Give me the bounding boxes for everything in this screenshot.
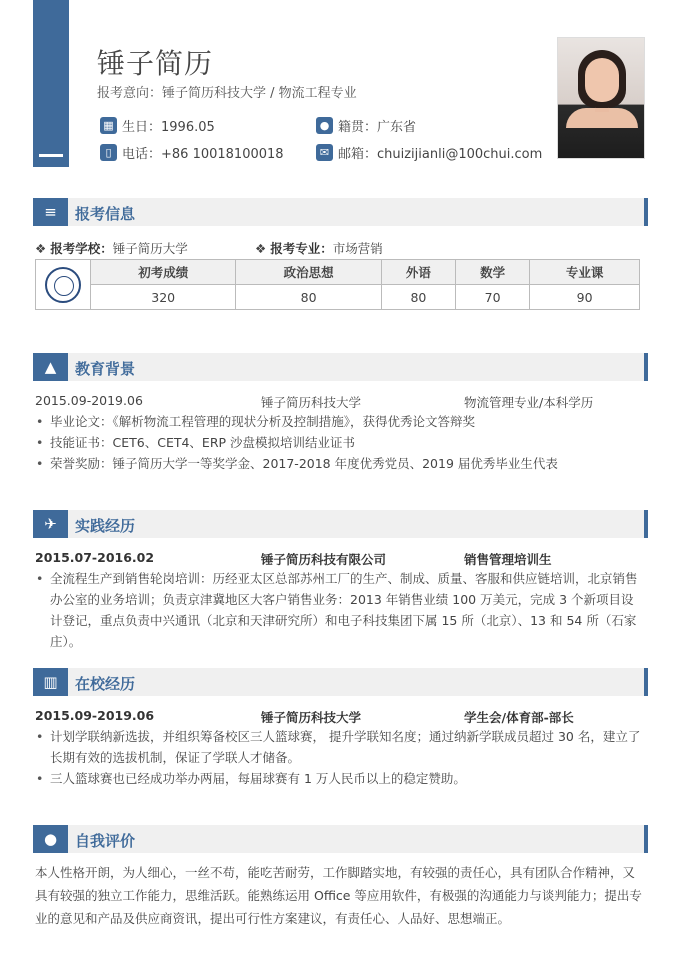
section-right-bar (644, 353, 648, 381)
calendar-icon: ▦ (100, 117, 117, 134)
list-item: • 全流程生产到销售轮岗培训：历经亚太区总部苏州工厂的生产、制成、质量、客服和供应链培训，北京销售办公室的业务培训；负责京津冀地区大客户销售业务：2013 年销售业绩 100 万美元，完成 3 个新项目设计登记，重点负责中兴通讯（北京和天津研究所）和电子科技集团下属 15 所（北京）、13 和 54 所（石家庄）。 (35, 568, 645, 652)
profile-photo (557, 37, 645, 159)
score-header: 数学 (456, 260, 530, 285)
education-degree: 物流管理专业/本科学历 (464, 395, 594, 410)
section-right-bar (644, 510, 648, 538)
user-icon: ● (33, 825, 68, 853)
header-accent-bar (33, 0, 69, 167)
score-header: 专业课 (530, 260, 640, 285)
section-title: 报考信息 (75, 205, 136, 223)
application-intent: 报考意向：锤子简历科技大学 / 物流工程专业 (97, 86, 357, 101)
section-title: 在校经历 (75, 675, 136, 693)
self-evaluation-text: 本人性格开朗，为人细心，一丝不苟，能吃苦耐劳，工作脚踏实地，有较强的责任心，具有团队合作精神，又具有较强的独立工作能力，思维活跃。能熟练运用 Office 等应用软件，有极强的沟通能力与谈判能力；提出专业的意见和产品及供应商资讯，提出可行性方案建议，有责任心、人品好、思想端正。 (35, 865, 642, 926)
practice-role: 销售管理培训生 (464, 552, 552, 567)
campus-role: 学生会/体育部-部长 (464, 710, 574, 725)
score-header: 外语 (381, 260, 455, 285)
score-value: 90 (530, 285, 640, 310)
practice-period: 2015.07-2016.02 (35, 550, 155, 565)
score-header: 初考成绩 (91, 260, 236, 285)
accent-bar-line (39, 154, 63, 157)
section-title: 实践经历 (75, 517, 136, 535)
score-header: 政治思想 (236, 260, 381, 285)
section-education (33, 353, 648, 381)
graduation-cap-icon: ▲ (33, 353, 68, 381)
resume-name: 锤子简历 (97, 47, 214, 80)
score-table (35, 259, 640, 310)
walking-person-icon: ✈ (33, 510, 68, 538)
section-title: 教育背景 (75, 360, 136, 378)
campus-school: 锤子简历科技大学 (261, 710, 362, 725)
stack-icon: ≡ (33, 198, 68, 226)
list-item: • 荣誉奖励：锤子简历大学一等奖学金、2017-2018 年度优秀党员、2019 届优秀毕业生代表 (35, 453, 645, 474)
section-self-evaluation (33, 825, 648, 853)
email-text: 邮箱：chuizijianli@100chui.com (338, 147, 543, 162)
section-title: 自我评价 (75, 832, 136, 850)
score-value: 80 (381, 285, 455, 310)
section-right-bar (644, 198, 648, 226)
exam-school: ❖ 报考学校：锤子简历大学 (35, 241, 188, 256)
exam-major: ❖ 报考专业：市场营销 (255, 241, 383, 256)
list-item: • 计划学联纳新选拔，并组织筹备校区三人篮球赛， 提升学联知名度；通过纳新学联成员超过 30 名，建立了长期有效的选拔机制，保证了学联人才储备。 (35, 726, 645, 768)
phone-text: 电话：+86 10018100018 (122, 147, 284, 162)
origin-info (316, 116, 416, 135)
campus-period: 2015.09-2019.06 (35, 708, 155, 723)
mail-icon: ✉ (316, 144, 333, 161)
map-pin-icon: ● (316, 117, 333, 134)
birthday-text: 生日：1996.05 (122, 120, 215, 135)
section-right-bar (644, 668, 648, 696)
birthday-info (100, 116, 215, 135)
list-item: • 技能证书：CET6、CET4、ERP 沙盘模拟培训结业证书 (35, 432, 645, 453)
education-period: 2015.09-2019.06 (35, 393, 143, 408)
phone-info (100, 143, 284, 162)
score-value: 80 (236, 285, 381, 310)
origin-text: 籍贯：广东省 (338, 120, 417, 135)
list-item: • 三人篮球赛也已经成功举办两届，每届球赛有 1 万人民币以上的稳定赞助。 (35, 768, 645, 789)
practice-company: 锤子简历科技有限公司 (261, 552, 387, 567)
school-seal-logo (45, 267, 81, 303)
section-practice (33, 510, 648, 538)
section-right-bar (644, 825, 648, 853)
section-campus (33, 668, 648, 696)
email-info (316, 143, 542, 162)
phone-icon: ▯ (100, 144, 117, 161)
school-seal-cell (36, 260, 91, 310)
list-item: • 毕业论文：《解析物流工程管理的现状分析及控制措施》，获得优秀论文答辩奖 (35, 411, 645, 432)
education-school: 锤子简历科技大学 (261, 395, 362, 410)
section-exam-info (33, 198, 648, 226)
score-value: 70 (456, 285, 530, 310)
building-icon: ▥ (33, 668, 68, 696)
score-value: 320 (91, 285, 236, 310)
